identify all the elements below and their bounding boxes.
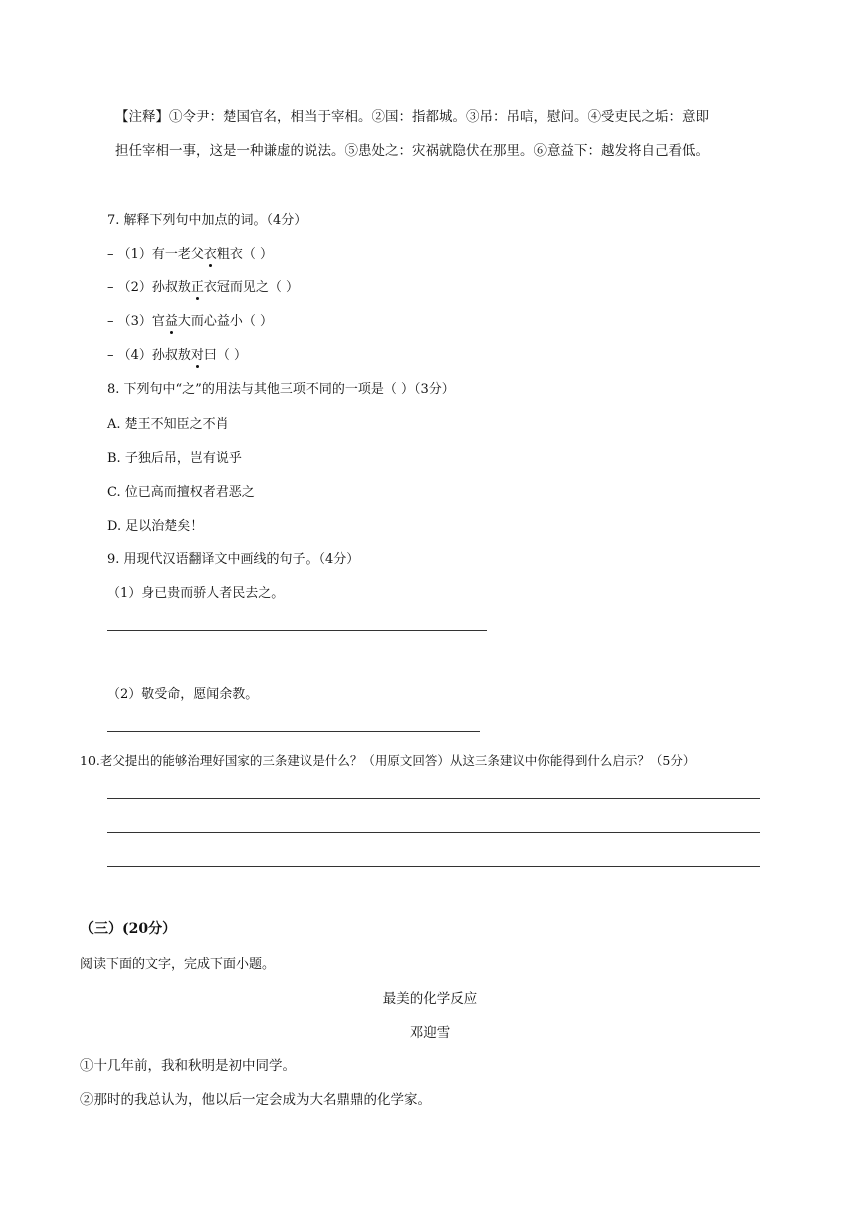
annotation-line-2: 担任宰相一事，这是一种谦虚的说法。⑤患处之：灾祸就隐伏在那里。⑥意益下：越发将自己看低。 [115, 143, 709, 159]
dotted-word: 衣 [204, 243, 217, 262]
answer-line [107, 731, 480, 732]
question-8-option-d: D. 足以治楚矣！ [107, 519, 204, 534]
question-8-option-a: A. 楚王不知臣之不肖 [107, 417, 229, 432]
dotted-word: 益 [165, 310, 178, 329]
answer-line [107, 798, 760, 799]
item-suffix: 衣冠而见之（ ） [203, 280, 300, 295]
item-prefix: – （3）官 [107, 314, 165, 329]
item-suffix: 粗衣（ ） [216, 247, 274, 262]
question-7-item-1 [107, 243, 273, 262]
dotted-word: 正 [191, 276, 204, 295]
item-suffix: 曰（ ） [203, 348, 248, 363]
question-8-option-b: B. 子独后吊，岂有说乎 [107, 451, 242, 466]
question-7-item-3 [107, 310, 273, 329]
question-9-sub-2: （2）敬受命，愿闻余教。 [107, 687, 259, 702]
annotation-line-1: 【注释】①令尹：楚国官名，相当于宰相。②国：指都城。③吊：吊唁，慰问。④受吏民之垢：意即 [115, 109, 709, 125]
question-7-item-2 [107, 276, 299, 295]
item-suffix: 大而心益小（ ） [177, 314, 274, 329]
answer-line [107, 832, 760, 833]
question-9-stem: 9. 用现代汉语翻译文中画线的句子。（4分） [107, 552, 360, 567]
item-prefix: – （2）孙叔敖 [107, 280, 191, 295]
item-prefix: – （4）孙叔敖 [107, 348, 191, 363]
item-prefix: – （1）有一老父 [107, 247, 204, 262]
question-8-stem: 8. 下列句中“之”的用法与其他三项不同的一项是（ ）（3分） [107, 382, 455, 397]
section-instruction: 阅读下面的文字，完成下面小题。 [80, 957, 276, 972]
article-paragraph-2: ②那时的我总认为，他以后一定会成为大名鼎鼎的化学家。 [80, 1092, 431, 1108]
question-8-option-c: C. 位已高而擅权者君恶之 [107, 485, 255, 500]
article-paragraph-1: ①十几年前，我和秋明是初中同学。 [80, 1058, 296, 1074]
question-10-stem: 10.老父提出的能够治理好国家的三条建议是什么？（用原文回答）从这三条建议中你能得到什么启示？（5分） [80, 753, 696, 768]
answer-line [107, 866, 760, 867]
question-9-sub-1: （1）身已贵而骄人者民去之。 [107, 586, 285, 601]
dotted-word: 对 [191, 344, 204, 363]
question-7-stem: 7. 解释下列句中加点的词。（4分） [107, 213, 308, 228]
question-7-item-4 [107, 344, 247, 363]
article-author: 邓迎雪 [409, 1025, 451, 1041]
article-title: 最美的化学反应 [382, 991, 478, 1007]
section-heading: （三）(20分） [80, 921, 177, 937]
answer-line [107, 630, 487, 631]
